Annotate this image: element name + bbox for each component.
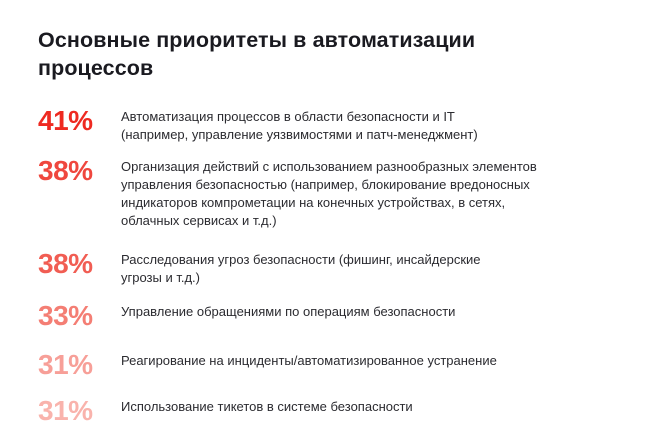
stat-label-line: (например, управление уязвимостями и патч-менеджмент): [121, 127, 478, 142]
stat-label: [121, 301, 455, 321]
stat-label: [121, 106, 478, 144]
stat-label: [121, 249, 481, 287]
page-title-line-1: Основные приоритеты в автоматизации: [38, 28, 476, 52]
stat-value: 31%: [38, 349, 93, 380]
stat-value: 38%: [38, 248, 93, 279]
stat-value: 33%: [38, 300, 93, 331]
stat-label-line: Использование тикетов в системе безопасности: [121, 399, 413, 414]
stat-label-line: управления безопасностью (например, блокирование вредоносных: [121, 177, 530, 192]
stat-label-line: угрозы и т.д.): [121, 270, 200, 285]
stat-row-security-it-automation: [38, 106, 612, 144]
stat-label: [121, 350, 497, 370]
stat-row-security-ticketing: [38, 396, 612, 426]
stat-label-line: Организация действий с использованием разнообразных элементов: [121, 159, 537, 174]
stat-label-line: Автоматизация процессов в области безопасности и IT: [121, 109, 455, 124]
stat-value: 41%: [38, 105, 93, 136]
stat-label: [121, 156, 537, 230]
stat-label: [121, 396, 413, 416]
stat-label-line: индикаторов компрометации на конечных устройствах, в сетях,: [121, 195, 506, 210]
stat-label-line: Расследования угроз безопасности (фишинг, инсайдерские: [121, 252, 481, 267]
stat-row-case-management: [38, 301, 612, 331]
stat-list: [38, 106, 612, 426]
page-title: [38, 26, 612, 82]
page-title-line-2: процессов: [38, 56, 154, 80]
stat-row-incident-response: [38, 350, 612, 380]
stat-label-line: облачных сервисах и т.д.): [121, 213, 277, 228]
stat-label-line: Реагирование на инциденты/автоматизированное устранение: [121, 353, 497, 368]
stat-label-line: Управление обращениями по операциям безопасности: [121, 304, 456, 319]
stat-row-security-controls-orchestration: [38, 156, 612, 230]
stat-row-threat-investigations: [38, 249, 612, 287]
stat-value: 38%: [38, 155, 93, 186]
stat-value: 31%: [38, 395, 93, 426]
